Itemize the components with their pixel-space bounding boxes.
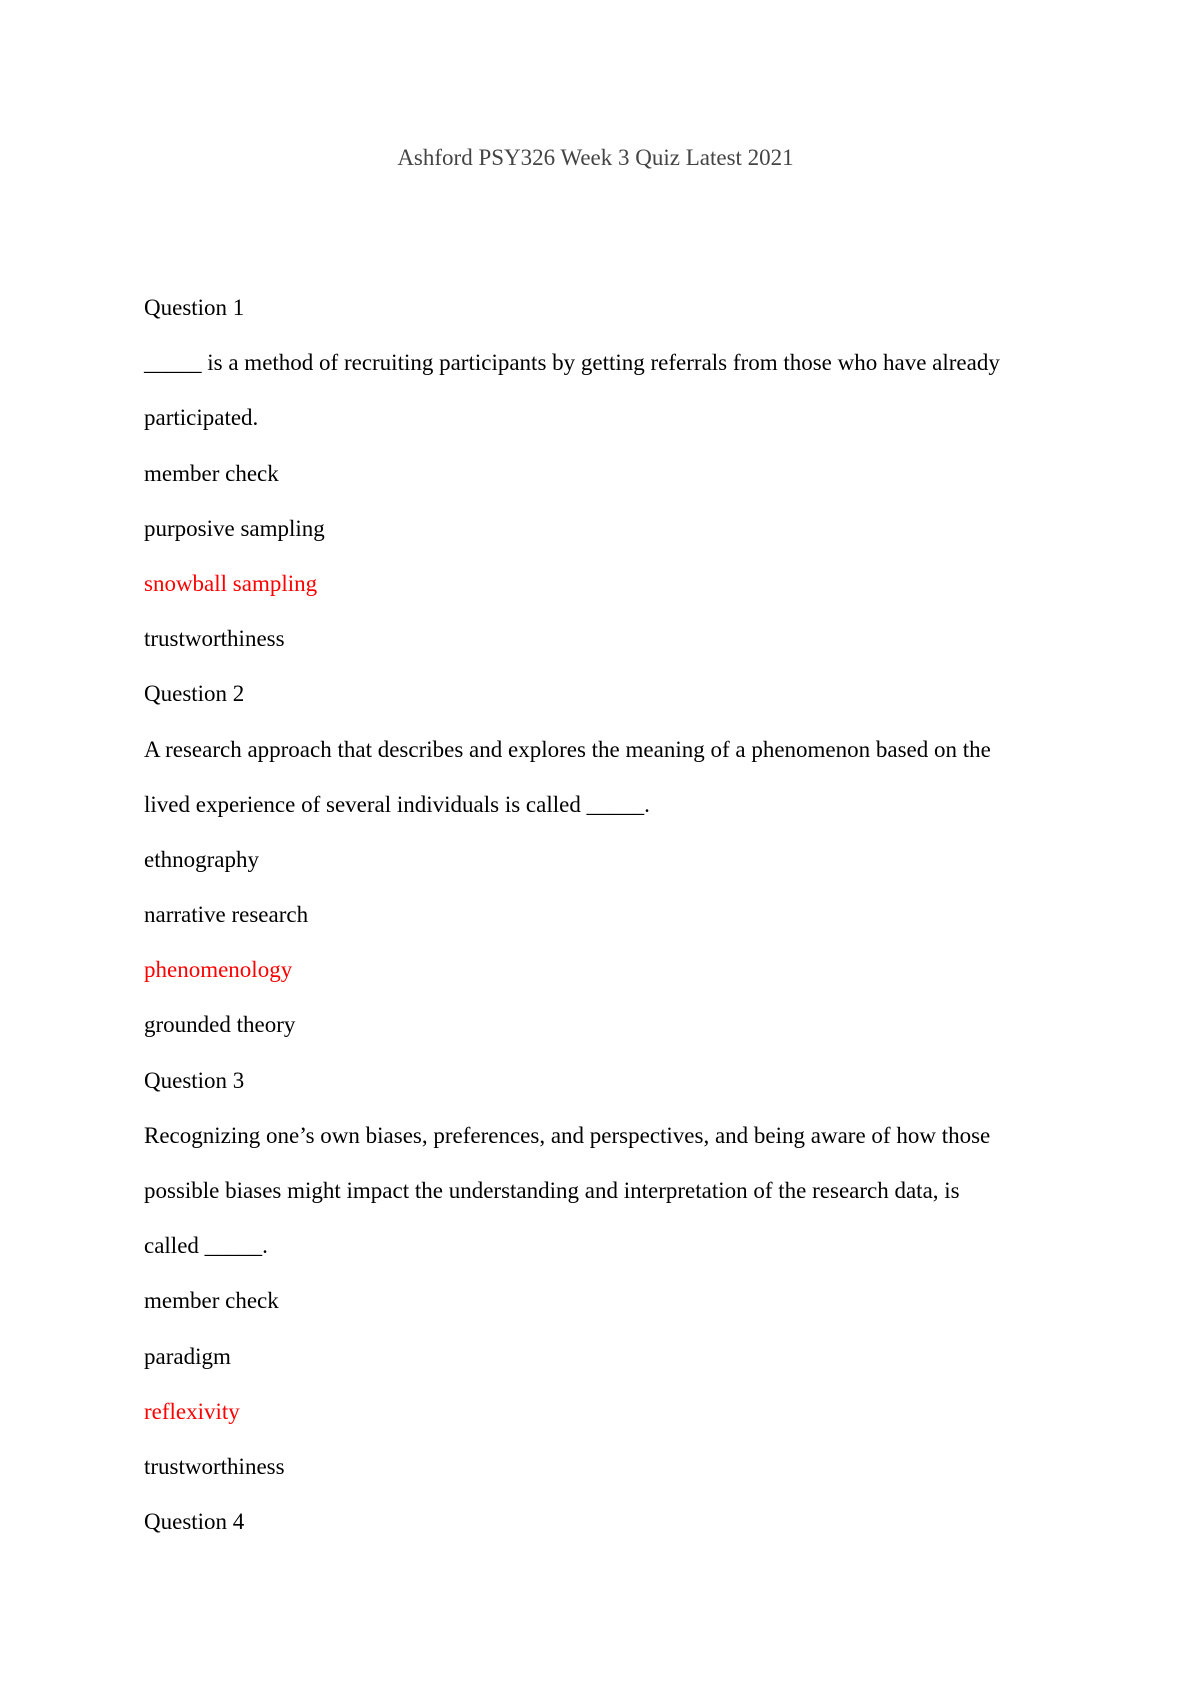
question-label: Question 3 xyxy=(144,1067,245,1093)
document-body xyxy=(144,294,1044,1563)
answer-option: grounded theory xyxy=(144,1012,296,1038)
question-text-line: lived experience of several individuals is called _____. xyxy=(144,791,650,817)
answer-option: member check xyxy=(144,460,279,486)
question-text-line: Recognizing one’s own biases, preferences, and perspectives, and being aware of how those xyxy=(144,1122,991,1148)
answer-option: trustworthiness xyxy=(144,626,285,652)
question-text-line: possible biases might impact the understanding and interpretation of the research data, is xyxy=(144,1178,960,1203)
question-label: Question 2 xyxy=(144,681,245,707)
document-title: Ashford PSY326 Week 3 Quiz Latest 2021 xyxy=(397,145,794,170)
answer-option: paradigm xyxy=(144,1343,231,1369)
question-text-line: A research approach that describes and explores the meaning of a phenomenon based on the xyxy=(144,736,991,762)
question-text-line: called _____. xyxy=(144,1233,268,1259)
answer-option: trustworthiness xyxy=(144,1453,285,1479)
question-label: Question 1 xyxy=(144,295,245,320)
answer-option: member check xyxy=(144,1288,279,1314)
correct-answer-option: reflexivity xyxy=(144,1398,240,1424)
question-label: Question 4 xyxy=(144,1509,245,1535)
correct-answer-option: snowball sampling xyxy=(144,570,318,596)
question-text-line: _____ is a method of recruiting participants by getting referrals from those who have already xyxy=(144,350,1000,376)
answer-option: purposive sampling xyxy=(144,515,325,541)
correct-answer-option: phenomenology xyxy=(144,957,293,983)
answer-option: ethnography xyxy=(144,846,259,872)
question-text-line: participated. xyxy=(144,405,259,431)
answer-option: narrative research xyxy=(144,902,309,928)
